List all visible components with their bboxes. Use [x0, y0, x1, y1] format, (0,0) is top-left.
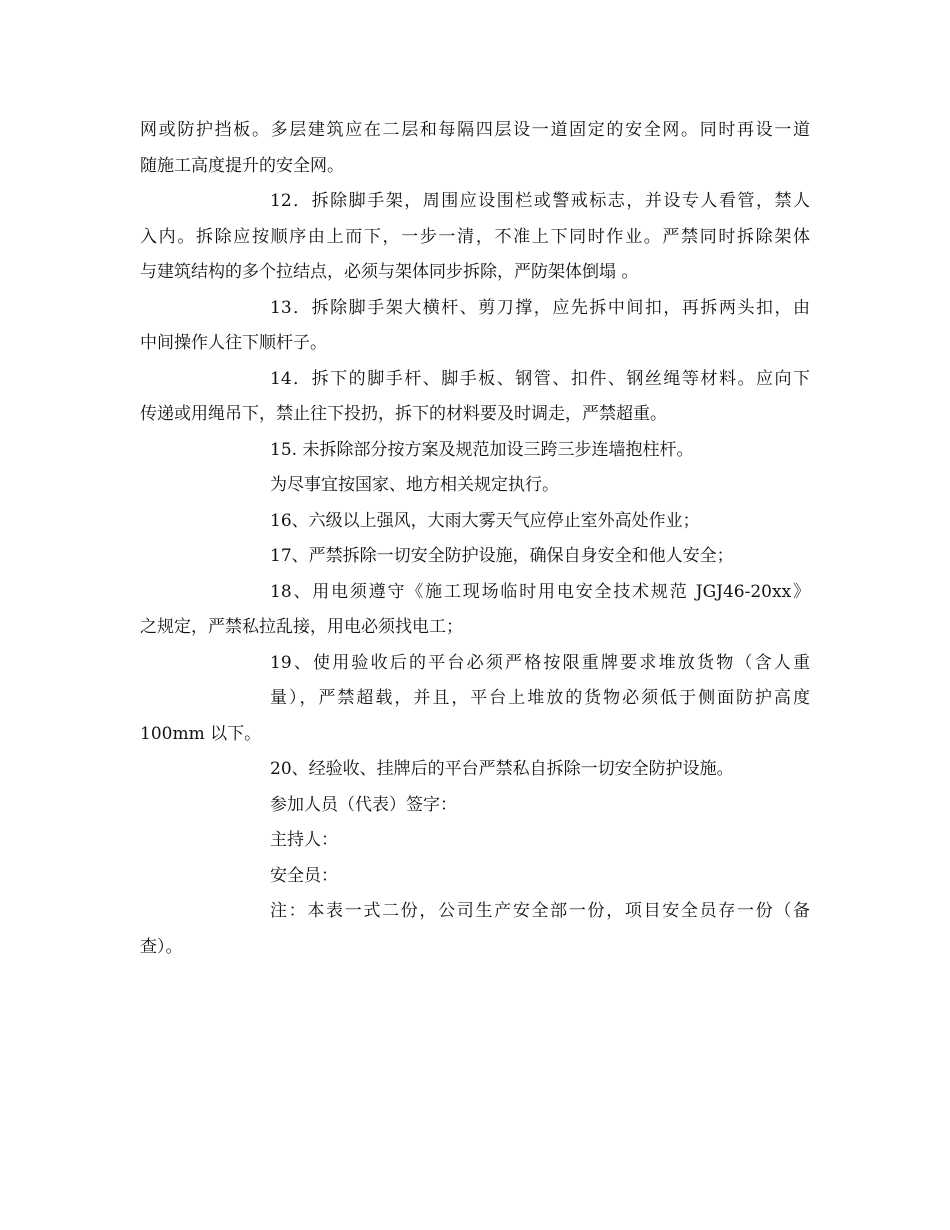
- text-line: 13．拆除脚手架大横杆、剪刀撑，应先拆中间扣，再拆两头扣，由: [270, 297, 810, 318]
- document-page: [140, 113, 810, 965]
- text-line: 安全员：: [270, 865, 338, 886]
- text-line: 12．拆除脚手架，周围应设围栏或警戒标志，并设专人看管，禁人: [270, 191, 810, 211]
- text-line: 16、六级以上强风，大雨大雾天气应停止室外高处作业；: [270, 510, 700, 531]
- text-line: 与建筑结构的多个拉结点，必须与架体同步拆除，严防架体倒塌 。: [140, 262, 639, 282]
- text-line: 查）。: [140, 936, 183, 957]
- text-line: 网或防护挡板。多层建筑应在二层和每隔四层设一道固定的安全网。同时再设一道: [140, 120, 810, 140]
- text-line: 19、使用验收后的平台必须严格按限重牌要求堆放货物（含人重: [270, 652, 810, 673]
- text-line: 18、用电须遵守《施工现场临时用电安全技术规范 JGJ46-20xx》: [270, 581, 810, 602]
- text-line: 主持人：: [270, 830, 338, 850]
- text-line: 随施工高度提升的安全网。: [140, 155, 344, 176]
- text-line: 参加人员（代表）签字：: [270, 794, 457, 815]
- text-line: 入内。拆除应按顺序由上而下，一步一清，不准上下同时作业。严禁同时拆除架体: [140, 226, 810, 247]
- text-line: 为尽事宜按国家、地方相关规定执行。: [270, 475, 559, 495]
- text-line: 15. 未拆除部分按方案及规范加设三跨三步连墙抱柱杆。: [270, 439, 694, 460]
- text-line: 100mm 以下。: [140, 723, 262, 744]
- text-line: 14．拆下的脚手杆、脚手板、钢管、扣件、钢丝绳等材料。应向下: [270, 368, 810, 389]
- text-line: 之规定，严禁私拉乱接，用电必须找电工；: [140, 617, 463, 637]
- text-line: 17、严禁拆除一切安全防护设施，确保自身安全和他人安全；: [270, 546, 734, 566]
- text-line: 注：本表一式二份，公司生产安全部一份，项目安全员存一份（备: [270, 901, 810, 921]
- text-line: 传递或用绳吊下，禁止往下投扔，拆下的材料要及时调走，严禁超重。: [140, 404, 667, 424]
- text-line: 20、经验收、挂牌后的平台严禁私自拆除一切安全防护设施。: [270, 759, 734, 779]
- text-line: 量），严禁超载，并且，平台上堆放的货物必须低于侧面防护高度: [270, 688, 810, 708]
- document-body: [140, 113, 810, 965]
- text-line: 中间操作人往下顺杆子。: [140, 333, 327, 353]
